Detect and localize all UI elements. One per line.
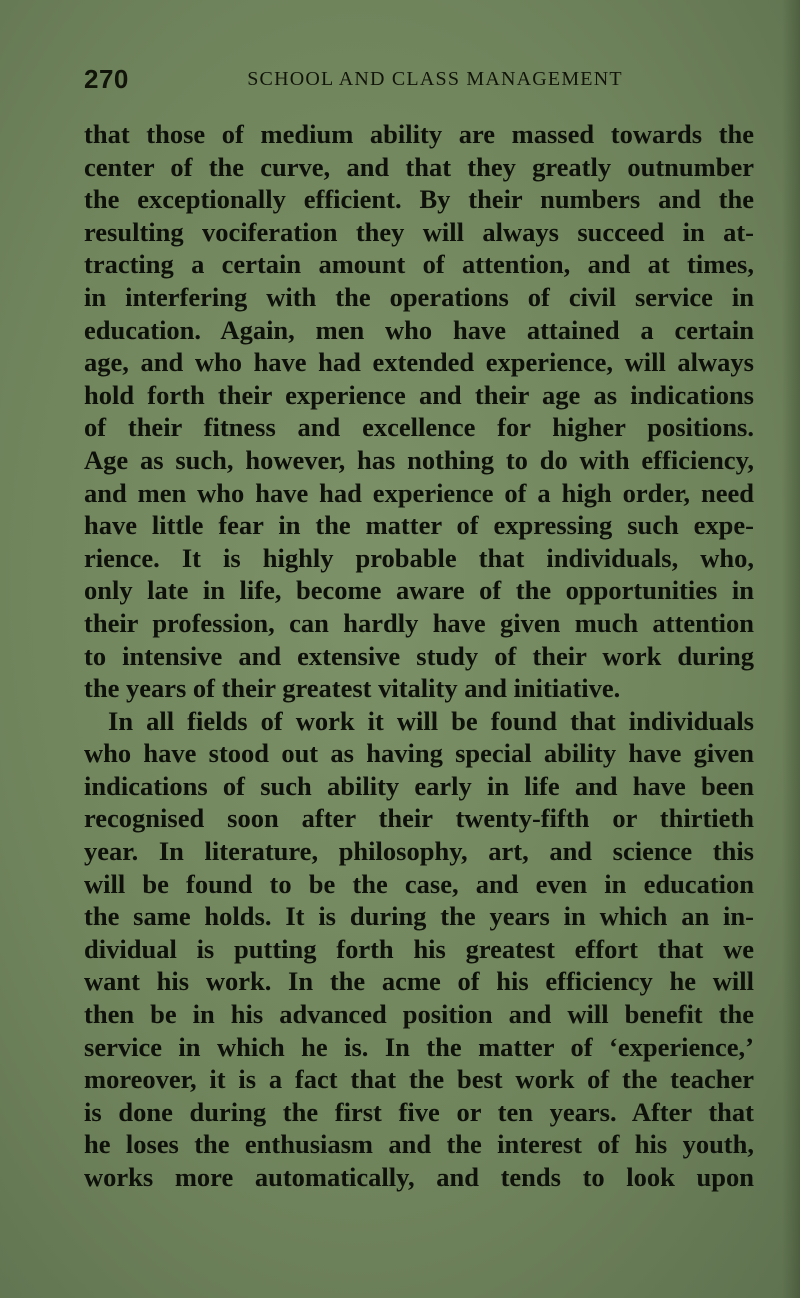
text-line: the same holds. It is during the years in which an in- <box>84 901 754 932</box>
text-line: education. Again, men who have attained a certain <box>84 314 754 345</box>
text-line: tracting a certain amount of attention, and at times, <box>84 249 754 280</box>
page-header <box>84 64 746 104</box>
text-line: he loses the enthusiasm and the interest of his youth, <box>84 1129 754 1160</box>
text-line: works more automatically, and tends to look upon <box>84 1162 754 1192</box>
text-line: their profession, can hardly have given much attention <box>84 607 754 638</box>
text-line: then be in his advanced position and will benefit the <box>84 999 754 1030</box>
text-line: indications of such ability early in life and have been <box>84 770 754 801</box>
text-line: will be found to be the case, and even in education <box>84 868 754 899</box>
text-line: year. In literature, philosophy, art, and science this <box>84 836 754 867</box>
text-line: service in which he is. In the matter of ‘experience,’ <box>84 1031 754 1062</box>
text-line: rience. It is highly probable that individuals, who, <box>84 542 754 573</box>
page-edge-shadow <box>782 0 800 1298</box>
text-line: moreover, it is a fact that the best work of the teacher <box>84 1064 754 1095</box>
text-line: recognised soon after their twenty-fifth or thirtieth <box>84 803 754 834</box>
body-text <box>84 118 754 1194</box>
text-line: to intensive and extensive study of their work during <box>84 640 754 671</box>
text-line: is done during the first five or ten years. After that <box>84 1096 754 1127</box>
running-head: SCHOOL AND CLASS MANAGEMENT <box>247 68 623 90</box>
text-line: and men who have had experience of a high order, need <box>84 477 754 508</box>
text-line: age, and who have had extended experience, will always <box>84 347 754 378</box>
text-line: the years of their greatest vitality and initiative. <box>84 673 621 704</box>
text-line: in interfering with the operations of civil service in <box>84 281 754 312</box>
text-line: only late in life, become aware of the opportunities in <box>84 575 754 606</box>
text-line: dividual is putting forth his greatest effort that we <box>84 933 754 964</box>
text-line: of their fitness and excellence for higher positions. <box>84 412 754 443</box>
paragraph-start-line: In all fields of work it will be found that individuals <box>108 705 754 736</box>
page-number: 270 <box>84 64 129 94</box>
text-line: who have stood out as having special ability have given <box>84 738 754 769</box>
text-line: center of the curve, and that they greatly outnumber <box>84 151 754 182</box>
text-line: resulting vociferation they will always succeed in at- <box>84 216 754 247</box>
text-line: hold forth their experience and their age as indications <box>84 379 754 410</box>
text-line: want his work. In the acme of his efficiency he will <box>84 966 754 997</box>
text-line: Age as such, however, has nothing to do with efficiency, <box>84 444 754 475</box>
text-line: that those of medium ability are massed towards the <box>84 119 754 149</box>
text-line: the exceptionally efficient. By their numbers and the <box>84 184 754 215</box>
text-line: have little fear in the matter of expressing such expe- <box>84 510 754 541</box>
